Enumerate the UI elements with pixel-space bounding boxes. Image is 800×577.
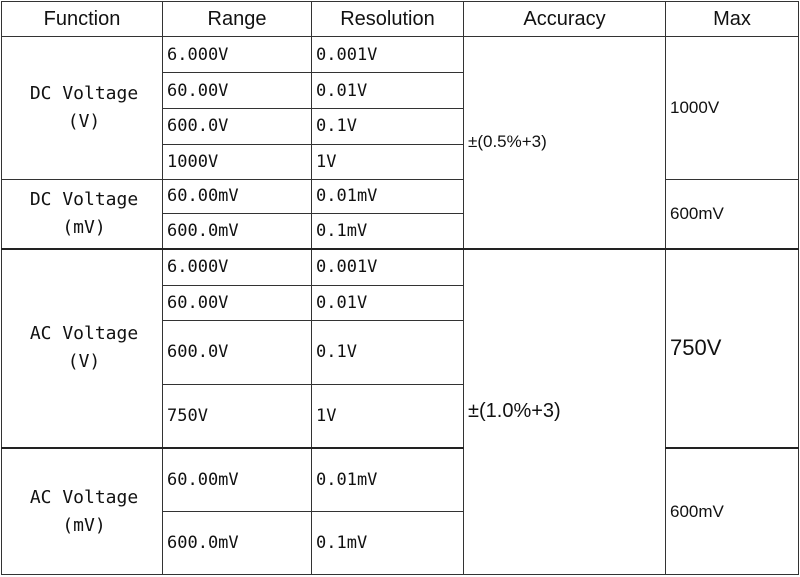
range-cell: 60.00V: [163, 73, 312, 108]
accuracy-ac: ±(1.0%+3): [464, 249, 666, 575]
function-label: DC Voltage: [29, 82, 139, 104]
max-ac-v: 750V: [666, 249, 799, 448]
header-range: Range: [163, 2, 312, 37]
header-accuracy: Accuracy: [464, 2, 666, 37]
range-cell: 600.0V: [163, 108, 312, 144]
range-cell: 600.0mV: [163, 213, 312, 248]
function-dc-voltage-v: [2, 37, 163, 180]
resolution-cell: 0.1mV: [312, 213, 464, 248]
function-label: AC Voltage: [29, 323, 139, 345]
resolution-cell: 1V: [312, 145, 464, 179]
range-cell: 60.00V: [163, 285, 312, 320]
function-ac-voltage-v: [2, 249, 163, 448]
max-ac-mv: 600mV: [666, 448, 799, 575]
resolution-cell: 0.001V: [312, 249, 464, 285]
function-unit: (V): [67, 351, 101, 373]
range-cell: 1000V: [163, 145, 312, 179]
range-cell: 60.00mV: [163, 448, 312, 512]
table-row: [2, 179, 799, 213]
function-label: AC Voltage: [29, 486, 139, 508]
accuracy-dc: ±(0.5%+3): [464, 37, 666, 249]
resolution-cell: 0.1V: [312, 321, 464, 385]
header-row: [2, 2, 799, 37]
table-row: [2, 37, 799, 73]
header-resolution: Resolution: [312, 2, 464, 37]
table-row: [2, 448, 799, 512]
range-cell: 6.000V: [163, 249, 312, 285]
resolution-cell: 0.01V: [312, 285, 464, 320]
range-cell: 600.0V: [163, 321, 312, 385]
max-dc-mv: 600mV: [666, 179, 799, 249]
resolution-cell: 1V: [312, 384, 464, 448]
table-row: [2, 249, 799, 285]
resolution-cell: 0.1mV: [312, 512, 464, 575]
resolution-cell: 0.01mV: [312, 179, 464, 213]
resolution-cell: 0.01mV: [312, 448, 464, 512]
function-unit: (mV): [62, 514, 106, 536]
range-cell: 600.0mV: [163, 512, 312, 575]
range-cell: 750V: [163, 384, 312, 448]
resolution-cell: 0.1V: [312, 108, 464, 144]
resolution-cell: 0.01V: [312, 73, 464, 108]
max-dc-v: 1000V: [666, 37, 799, 180]
header-max: Max: [666, 2, 799, 37]
function-ac-voltage-mv: [2, 448, 163, 575]
voltage-spec-table: [1, 1, 799, 575]
function-dc-voltage-mv: [2, 179, 163, 249]
range-cell: 6.000V: [163, 37, 312, 73]
header-function: Function: [2, 2, 163, 37]
function-unit: (V): [67, 110, 101, 132]
function-unit: (mV): [62, 216, 106, 238]
range-cell: 60.00mV: [163, 179, 312, 213]
resolution-cell: 0.001V: [312, 37, 464, 73]
function-label: DC Voltage: [29, 188, 139, 210]
